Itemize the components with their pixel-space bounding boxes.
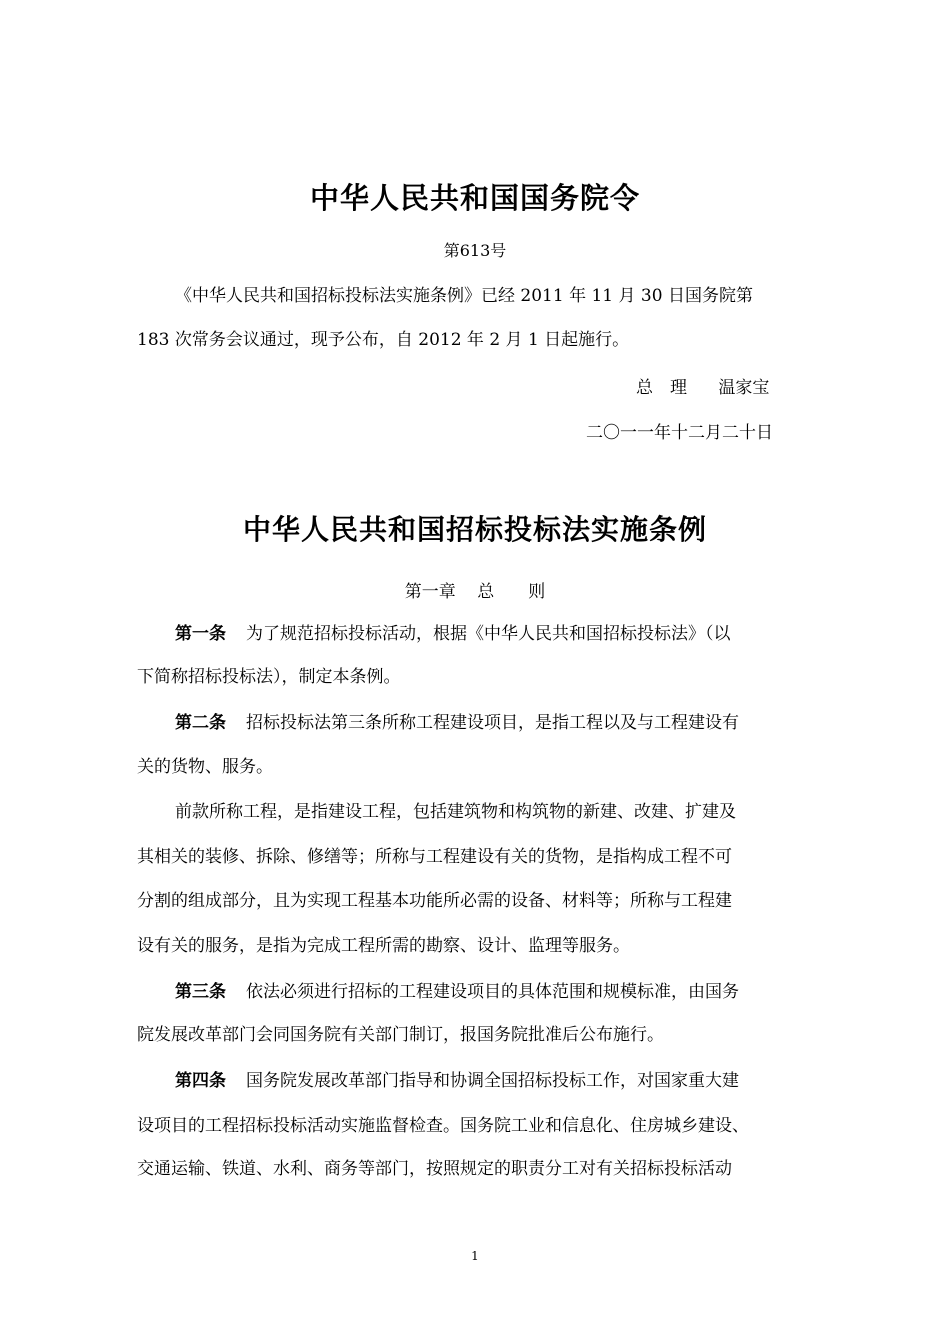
article-line: 交通运输、铁道、水利、商务等部门，按照规定的职责分工对有关招标投标活动 <box>137 1159 732 1179</box>
signature <box>636 373 769 398</box>
article-line <box>175 711 739 735</box>
article-label: 第三条 <box>175 982 226 1002</box>
article-line: 分割的组成部分，且为实现工程基本功能所必需的设备、材料等；所称与工程建 <box>137 891 732 911</box>
article-line: 前款所称工程，是指建设工程，包括建筑物和构筑物的新建、改建、扩建及 <box>175 802 736 822</box>
decree-date: 二〇一一年十二月二十日 <box>586 423 773 443</box>
article-line <box>175 1069 739 1093</box>
decree-text-line: 《中华人民共和国招标投标法实施条例》已经 2011 年 11 月 30 日国务院第 <box>175 286 753 306</box>
article-line: 设有关的服务，是指为完成工程所需的勘察、设计、监理等服务。 <box>137 936 630 956</box>
article-line: 设项目的工程招标投标活动实施监督检查。国务院工业和信息化、住房城乡建设、 <box>137 1116 749 1136</box>
article-line: 其相关的装修、拆除、修缮等；所称与工程建设有关的货物，是指构成工程不可 <box>137 847 732 867</box>
decree-number: 第613号 <box>443 241 507 260</box>
regulation-title: 中华人民共和国招标投标法实施条例 <box>242 513 707 546</box>
article-label: 第四条 <box>175 1071 226 1091</box>
article-label: 第一条 <box>175 624 226 644</box>
signature-role: 总 理 <box>636 378 687 398</box>
page-number: 1 <box>471 1249 479 1263</box>
chapter-heading <box>0 577 950 602</box>
article-text: 依法必须进行招标的工程建设项目的具体范围和规模标准，由国务 <box>246 982 739 1002</box>
chapter-number: 第一章 <box>404 582 456 602</box>
article-line: 院发展改革部门会同国务院有关部门制订，报国务院批准后公布施行。 <box>137 1025 664 1045</box>
signature-name: 温家宝 <box>718 378 770 398</box>
article-text: 招标投标法第三条所称工程建设项目，是指工程以及与工程建设有 <box>246 713 739 733</box>
article-line <box>175 980 739 1004</box>
decree-title: 中华人民共和国国务院令 <box>309 181 640 215</box>
article-text: 为了规范招标投标活动，根据《中华人民共和国招标投标法》（以 <box>246 624 731 644</box>
article-line <box>175 622 731 646</box>
chapter-name: 总 则 <box>477 582 546 602</box>
article-text: 国务院发展改革部门指导和协调全国招标投标工作，对国家重大建 <box>246 1071 739 1091</box>
article-label: 第二条 <box>175 713 226 733</box>
decree-text-line: 183 次常务会议通过，现予公布，自 2012 年 2 月 1 日起施行。 <box>137 330 630 350</box>
article-line: 下简称招标投标法），制定本条例。 <box>137 667 401 687</box>
article-line: 关的货物、服务。 <box>137 757 273 777</box>
